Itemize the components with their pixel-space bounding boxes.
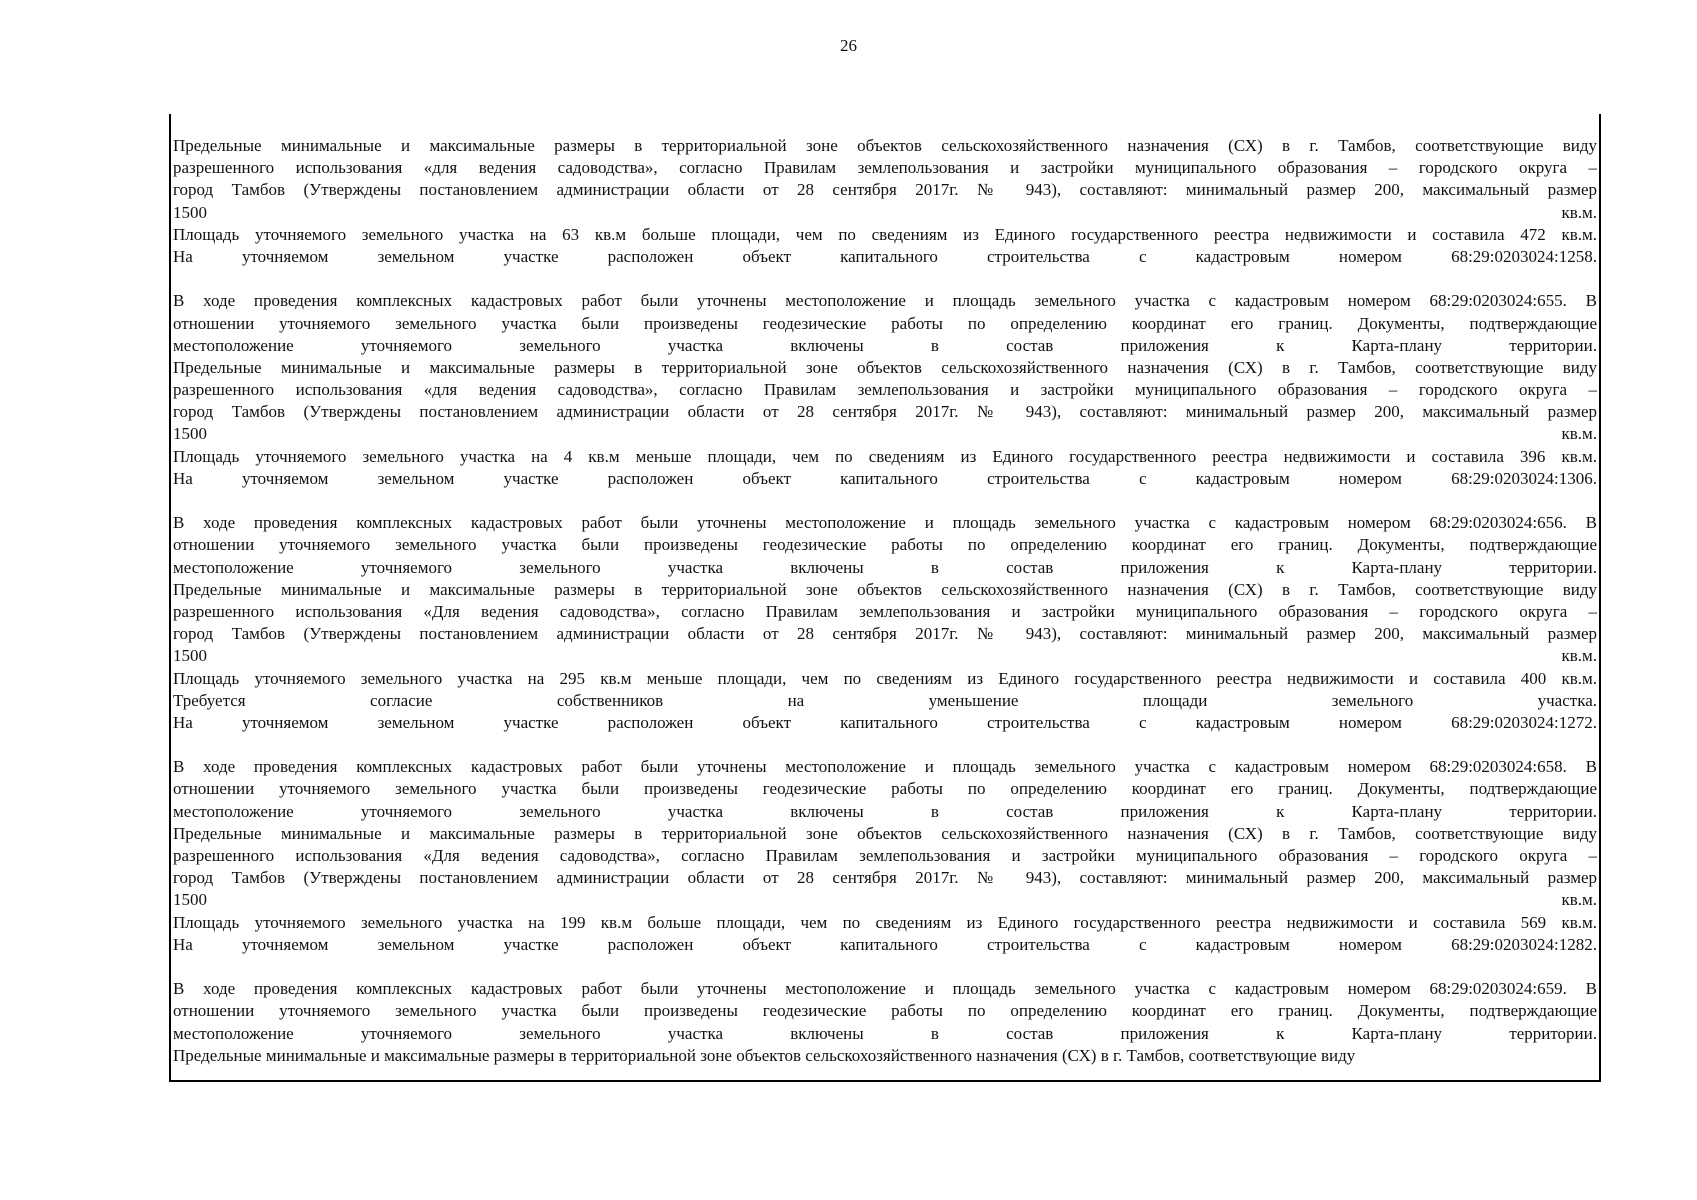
paragraph-gap <box>173 734 1597 756</box>
text-line: В ходе проведения комплексных кадастровых работ были уточнены местоположение и площадь земельного участка с кадастровым номером 68:29:0203024:658. В <box>173 757 1597 777</box>
text-line: разрешенного использования «для ведения садоводства», согласно Правилам землепользования и застройки муниципального образования – городского округа – <box>173 380 1597 400</box>
size-max-value: 1500 <box>173 890 207 910</box>
text-line: Площадь уточняемого земельного участка на 295 кв.м меньше площади, чем по сведениям из Единого государственного реестра недвижимости и составила 400 кв.м. <box>173 668 1597 688</box>
text-line: На уточняемом земельном участке расположен объект капитального строительства с кадастровым номером 68:29:0203024:1306. <box>173 468 1597 488</box>
size-max-value: 1500 <box>173 202 207 222</box>
text-line: В ходе проведения комплексных кадастровых работ были уточнены местоположение и площадь земельного участка с кадастровым номером 68:29:0203024:655. В <box>173 291 1597 311</box>
paragraph-block <box>173 512 1597 734</box>
text-line: разрешенного использования «Для ведения садоводства», согласно Правилам землепользования и застройки муниципального образования – городского округа – <box>173 601 1597 621</box>
size-unit: кв.м. <box>1561 202 1597 222</box>
text-line: На уточняемом земельном участке расположен объект капитального строительства с кадастровым номером 68:29:0203024:1258. <box>173 246 1597 266</box>
size-unit: кв.м. <box>1561 424 1597 444</box>
size-max-value: 1500 <box>173 646 207 666</box>
text-line: В ходе проведения комплексных кадастровых работ были уточнены местоположение и площадь земельного участка с кадастровым номером 68:29:0203024:656. В <box>173 513 1597 533</box>
text-line: город Тамбов (Утверждены постановлением администрации области от 28 сентября 2017г. № 943), составляют: минимальный размер 200, максимальный размер <box>173 624 1597 644</box>
text-line: Площадь уточняемого земельного участка на 63 кв.м больше площади, чем по сведениям из Единого государственного реестра недвижимости и составила 472 кв.м. <box>173 224 1597 244</box>
text-line: местоположение уточняемого земельного участка включены в состав приложения к Карта-плану территории. <box>173 1023 1597 1043</box>
text-line: отношении уточняемого земельного участка были произведены геодезические работы по определению координат его границ. Документы, подтверждающие <box>173 1001 1597 1021</box>
text-line: город Тамбов (Утверждены постановлением администрации области от 28 сентября 2017г. № 943), составляют: минимальный размер 200, максимальный размер <box>173 868 1597 888</box>
paragraph-gap <box>173 956 1597 978</box>
text-line: Предельные минимальные и максимальные размеры в территориальной зоне объектов сельскохозяйственного назначения (СХ) в г. Тамбов, соответствующие виду <box>173 136 1597 155</box>
text-line: На уточняемом земельном участке расположен объект капитального строительства с кадастровым номером 68:29:0203024:1272. <box>173 712 1597 732</box>
text-line: отношении уточняемого земельного участка были произведены геодезические работы по определению координат его границ. Документы, подтверждающие <box>173 535 1597 555</box>
paragraph-block <box>173 756 1597 956</box>
text-line: Предельные минимальные и максимальные размеры в территориальной зоне объектов сельскохозяйственного назначения (СХ) в г. Тамбов, соответствующие виду <box>173 1045 1356 1065</box>
text-line: местоположение уточняемого земельного участка включены в состав приложения к Карта-плану территории. <box>173 335 1597 355</box>
size-unit: кв.м. <box>1561 890 1597 910</box>
text-line: разрешенного использования «Для ведения садоводства», согласно Правилам землепользования и застройки муниципального образования – городского округа – <box>173 846 1597 865</box>
text-line: отношении уточняемого земельного участка были произведены геодезические работы по определению координат его границ. Документы, подтверждающие <box>173 313 1597 333</box>
text-line: Площадь уточняемого земельного участка на 199 кв.м больше площади, чем по сведениям из Единого государственного реестра недвижимости и составила 569 кв.м. <box>173 912 1597 932</box>
size-row <box>173 423 1597 445</box>
text-line: город Тамбов (Утверждены постановлением администрации области от 28 сентября 2017г. № 943), составляют: минимальный размер 200, максимальный размер <box>173 402 1597 422</box>
paragraph-block <box>173 135 1597 268</box>
paragraph-gap <box>173 268 1597 290</box>
text-line: Требуется согласие собственников на уменьшение площади земельного участка. <box>173 690 1597 710</box>
text-line: На уточняемом земельном участке расположен объект капитального строительства с кадастровым номером 68:29:0203024:1282. <box>173 934 1597 954</box>
text-line: В ходе проведения комплексных кадастровых работ были уточнены местоположение и площадь земельного участка с кадастровым номером 68:29:0203024:659. В <box>173 979 1597 999</box>
size-max-value: 1500 <box>173 424 207 444</box>
text-line: местоположение уточняемого земельного участка включены в состав приложения к Карта-плану территории. <box>173 801 1597 821</box>
size-unit: кв.м. <box>1561 646 1597 666</box>
page-number: 26 <box>840 36 857 55</box>
text-line: Предельные минимальные и максимальные размеры в территориальной зоне объектов сельскохозяйственного назначения (СХ) в г. Тамбов, соответствующие виду <box>173 579 1597 599</box>
document-body <box>173 135 1597 1067</box>
size-row <box>173 202 1597 224</box>
paragraph-block <box>173 290 1597 490</box>
text-line: местоположение уточняемого земельного участка включены в состав приложения к Карта-плану территории. <box>173 557 1597 577</box>
text-line: отношении уточняемого земельного участка были произведены геодезические работы по определению координат его границ. Документы, подтверждающие <box>173 779 1597 799</box>
text-line: Предельные минимальные и максимальные размеры в территориальной зоне объектов сельскохозяйственного назначения (СХ) в г. Тамбов, соответствующие виду <box>173 823 1597 843</box>
text-line: разрешенного использования «для ведения садоводства», согласно Правилам землепользования и застройки муниципального образования – городского округа – <box>173 158 1597 178</box>
paragraph-block <box>173 978 1597 1067</box>
text-line: город Тамбов (Утверждены постановлением администрации области от 28 сентября 2017г. № 943), составляют: минимальный размер 200, максимальный размер <box>173 180 1597 200</box>
size-row <box>173 645 1597 667</box>
text-line: Площадь уточняемого земельного участка на 4 кв.м меньше площади, чем по сведениям из Единого государственного реестра недвижимости и составила 396 кв.м. <box>173 446 1597 466</box>
size-row <box>173 889 1597 911</box>
paragraph-gap <box>173 490 1597 512</box>
text-line: Предельные минимальные и максимальные размеры в территориальной зоне объектов сельскохозяйственного назначения (СХ) в г. Тамбов, соответствующие виду <box>173 357 1597 377</box>
